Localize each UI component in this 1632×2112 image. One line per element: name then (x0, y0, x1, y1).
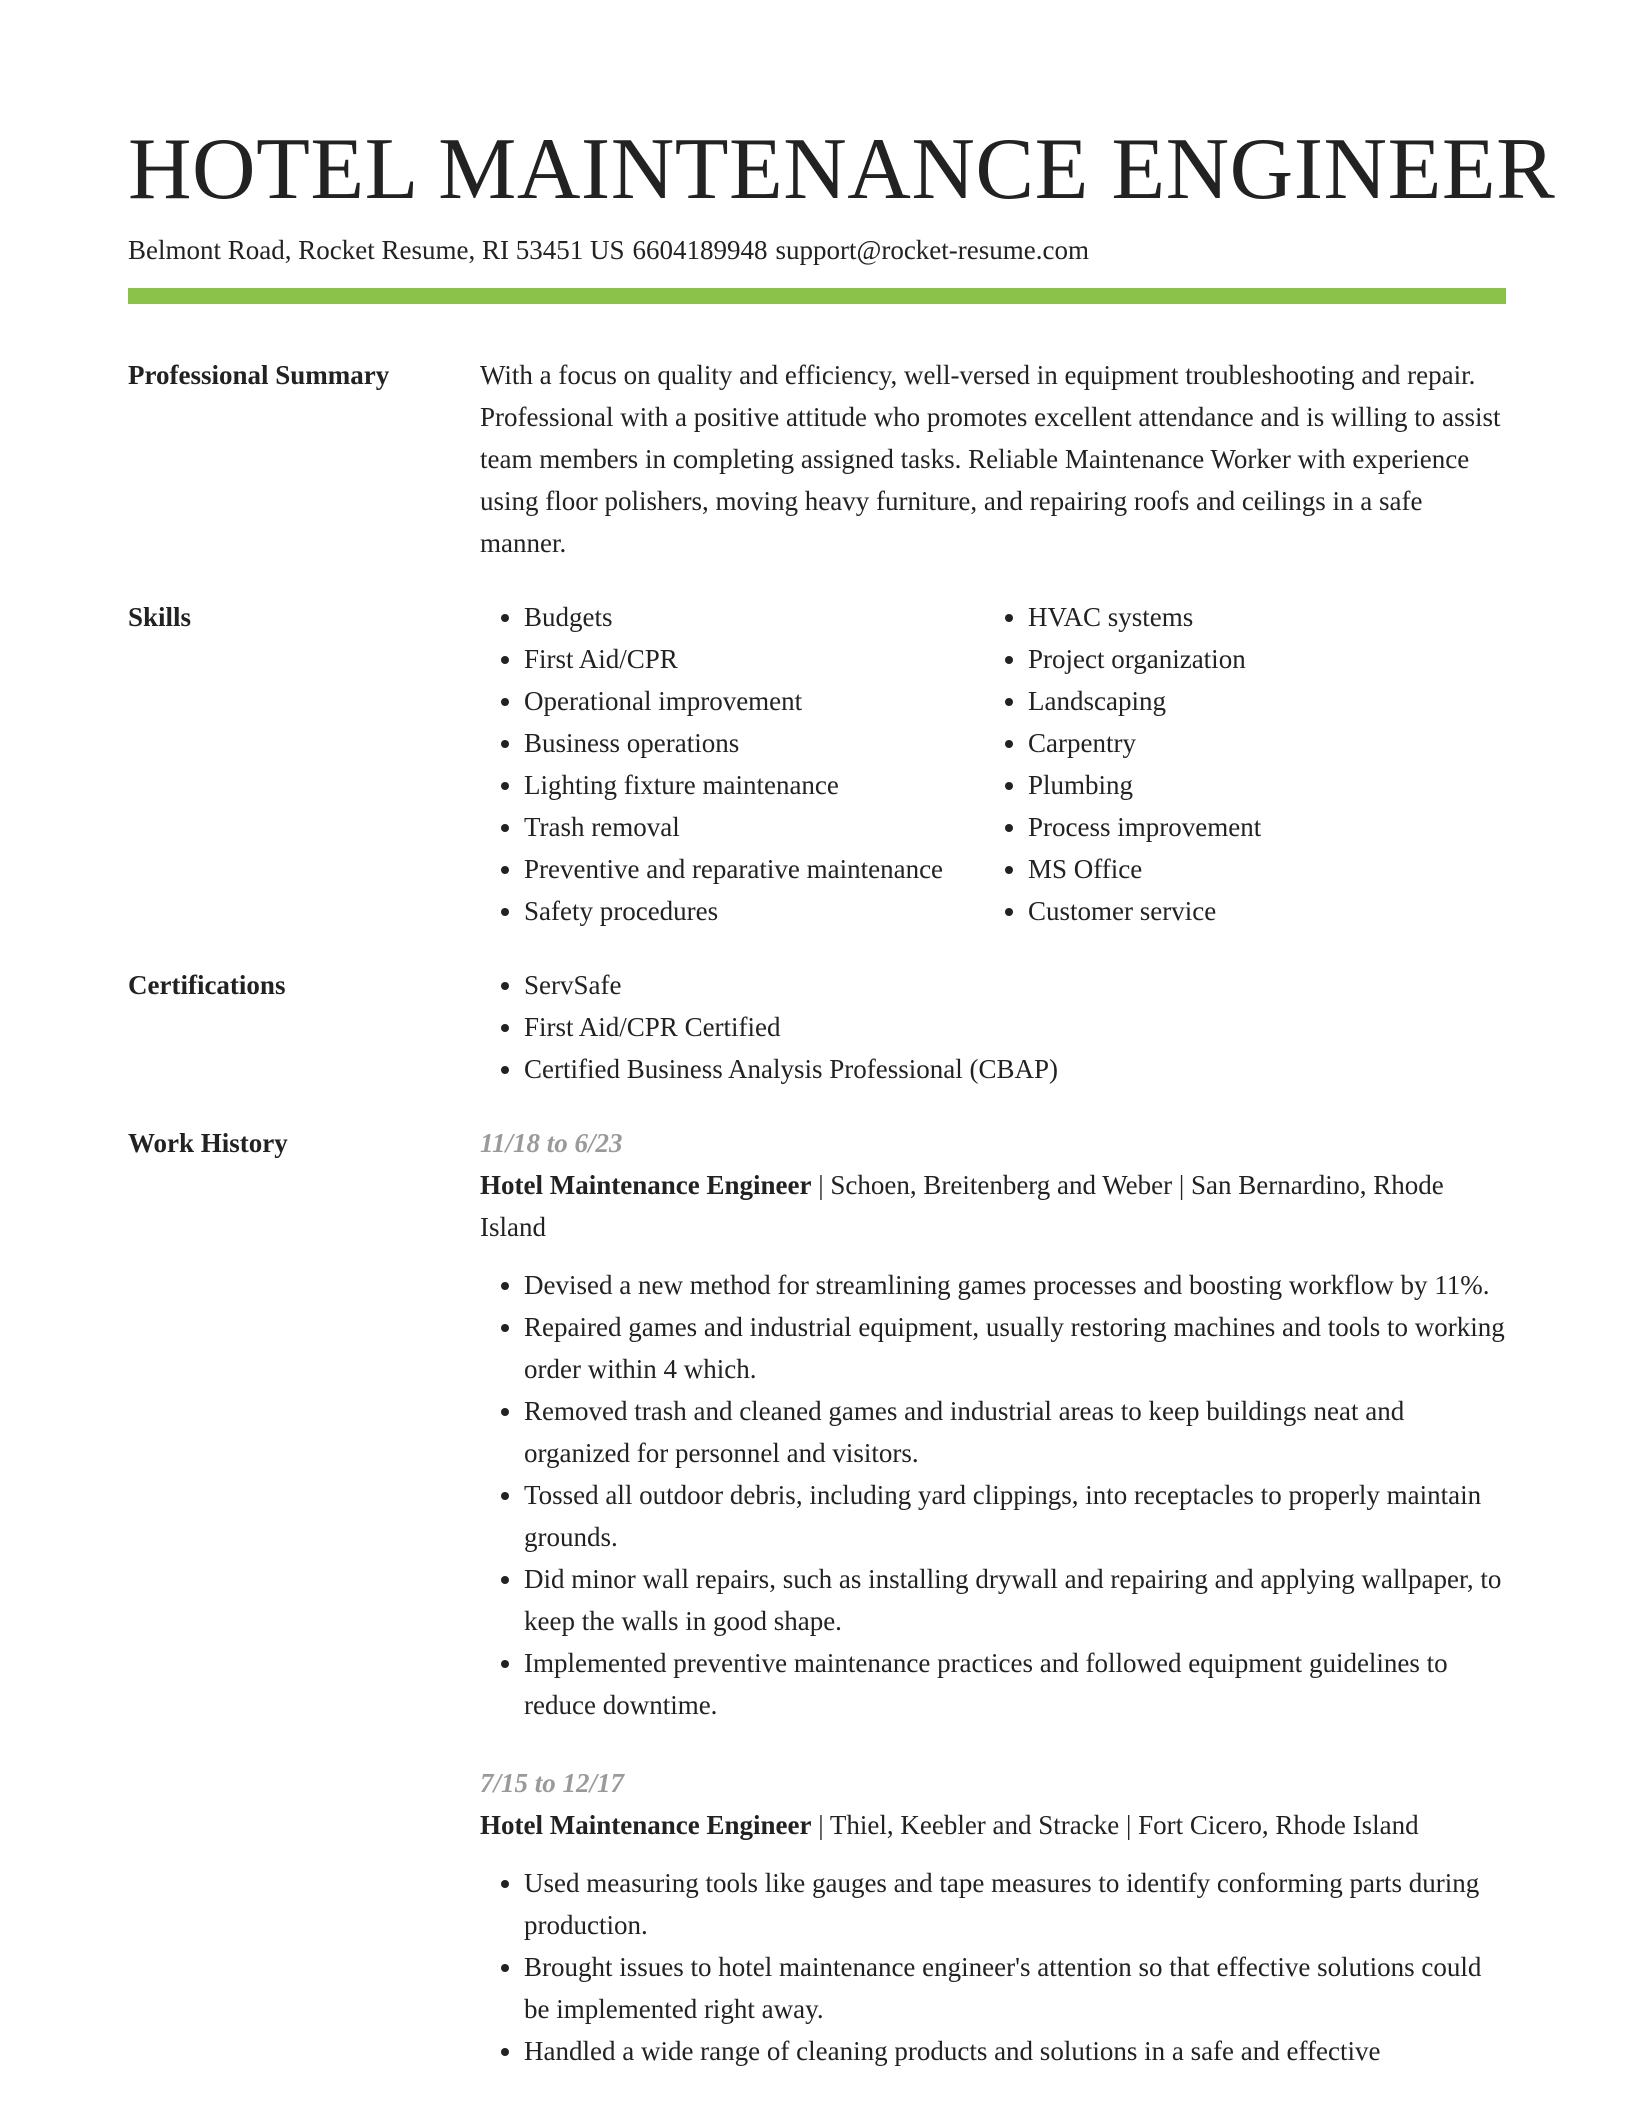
certifications-section (128, 964, 1506, 1090)
job-bullet: • Used measuring tools like gauges and tape measures to identify conforming parts during production. (524, 1862, 1506, 1946)
skill-item: • Landscaping (1028, 680, 1488, 722)
resume-name: HOTEL MAINTENANCE ENGINEER (128, 121, 1556, 218)
certification-item: • Certified Business Analysis Professional (CBAP) (524, 1048, 1506, 1090)
skill-item: • Business operations (524, 722, 984, 764)
certification-item: • ServSafe (524, 964, 1506, 1006)
job-dates: 11/18 to 6/23 (480, 1128, 623, 1158)
skill-item: • Trash removal (524, 806, 984, 848)
skills-column-2 (984, 596, 1488, 932)
skill-item: • Project organization (1028, 638, 1488, 680)
job-heading (480, 1164, 1506, 1248)
job-title: Hotel Maintenance Engineer (480, 1810, 812, 1840)
certifications-list (480, 964, 1506, 1090)
work-history-section (128, 1122, 1506, 2072)
contact-phone: 6604189948 (632, 235, 768, 265)
summary-text: With a focus on quality and efficiency, well-versed in equipment troubleshooting and repair. Professional with a positive attitude who promotes excellent attendance and is willing to assist team members in completing assigned tasks. Reliable Maintenance Worker with experience using floor polishers, moving heavy furniture, and repairing roofs and ceilings in a safe manner. (480, 360, 1501, 558)
job-details: | Schoen, Breitenberg and Weber | San Bernardino, Rhode Island (480, 1170, 1444, 1242)
work-history-list (480, 1122, 1506, 2072)
section-label-work-history: Work History (128, 1128, 288, 1158)
summary-section (128, 354, 1506, 564)
job-bullet: • Did minor wall repairs, such as installing drywall and repairing and applying wallpaper, to keep the walls in good shape. (524, 1558, 1506, 1642)
job-title: Hotel Maintenance Engineer (480, 1170, 812, 1200)
section-label-skills: Skills (128, 602, 192, 632)
skill-item: • Plumbing (1028, 764, 1488, 806)
contact-email: support@rocket-resume.com (775, 235, 1089, 265)
skill-item: • Lighting fixture maintenance (524, 764, 984, 806)
job-bullet: • Brought issues to hotel maintenance engineer's attention so that effective solutions could be implemented right away. (524, 1946, 1506, 2030)
certification-item: • First Aid/CPR Certified (524, 1006, 1506, 1048)
job-entry (480, 1122, 1506, 1726)
skill-item: • Customer service (1028, 890, 1488, 932)
skill-item: • Preventive and reparative maintenance (524, 848, 984, 890)
contact-address: Belmont Road, Rocket Resume, RI 53451 US (128, 235, 625, 265)
job-details: | Thiel, Keebler and Stracke | Fort Cicero, Rhode Island (811, 1810, 1419, 1840)
job-heading (480, 1804, 1506, 1846)
skill-item: • Operational improvement (524, 680, 984, 722)
skill-item: • HVAC systems (1028, 596, 1488, 638)
section-label-certifications: Certifications (128, 970, 286, 1000)
accent-divider (128, 288, 1506, 304)
contact-line (128, 232, 1506, 268)
skill-item: • MS Office (1028, 848, 1488, 890)
job-bullets (480, 1862, 1506, 2072)
job-entry (480, 1762, 1506, 2072)
job-bullet: • Implemented preventive maintenance practices and followed equipment guidelines to reduce downtime. (524, 1642, 1506, 1726)
skills-section (128, 596, 1506, 932)
skill-item: • Budgets (524, 596, 984, 638)
skills-list (480, 596, 1506, 932)
job-bullet: • Tossed all outdoor debris, including yard clippings, into receptacles to properly maintain grounds. (524, 1474, 1506, 1558)
job-bullet: • Repaired games and industrial equipment, usually restoring machines and tools to working order within 4 which. (524, 1306, 1506, 1390)
job-bullet: • Removed trash and cleaned games and industrial areas to keep buildings neat and organized for personnel and visitors. (524, 1390, 1506, 1474)
skills-column-1 (480, 596, 984, 932)
skill-item: • First Aid/CPR (524, 638, 984, 680)
skill-item: • Safety procedures (524, 890, 984, 932)
job-bullet: • Devised a new method for streamlining games processes and boosting workflow by 11%. (524, 1264, 1506, 1306)
job-bullets (480, 1264, 1506, 1726)
resume-page (128, 118, 1556, 2072)
job-dates: 7/15 to 12/17 (480, 1768, 625, 1798)
job-bullet: • Handled a wide range of cleaning products and solutions in a safe and effective (524, 2030, 1506, 2072)
skill-item: • Process improvement (1028, 806, 1488, 848)
skill-item: • Carpentry (1028, 722, 1488, 764)
section-label-summary: Professional Summary (128, 360, 390, 390)
